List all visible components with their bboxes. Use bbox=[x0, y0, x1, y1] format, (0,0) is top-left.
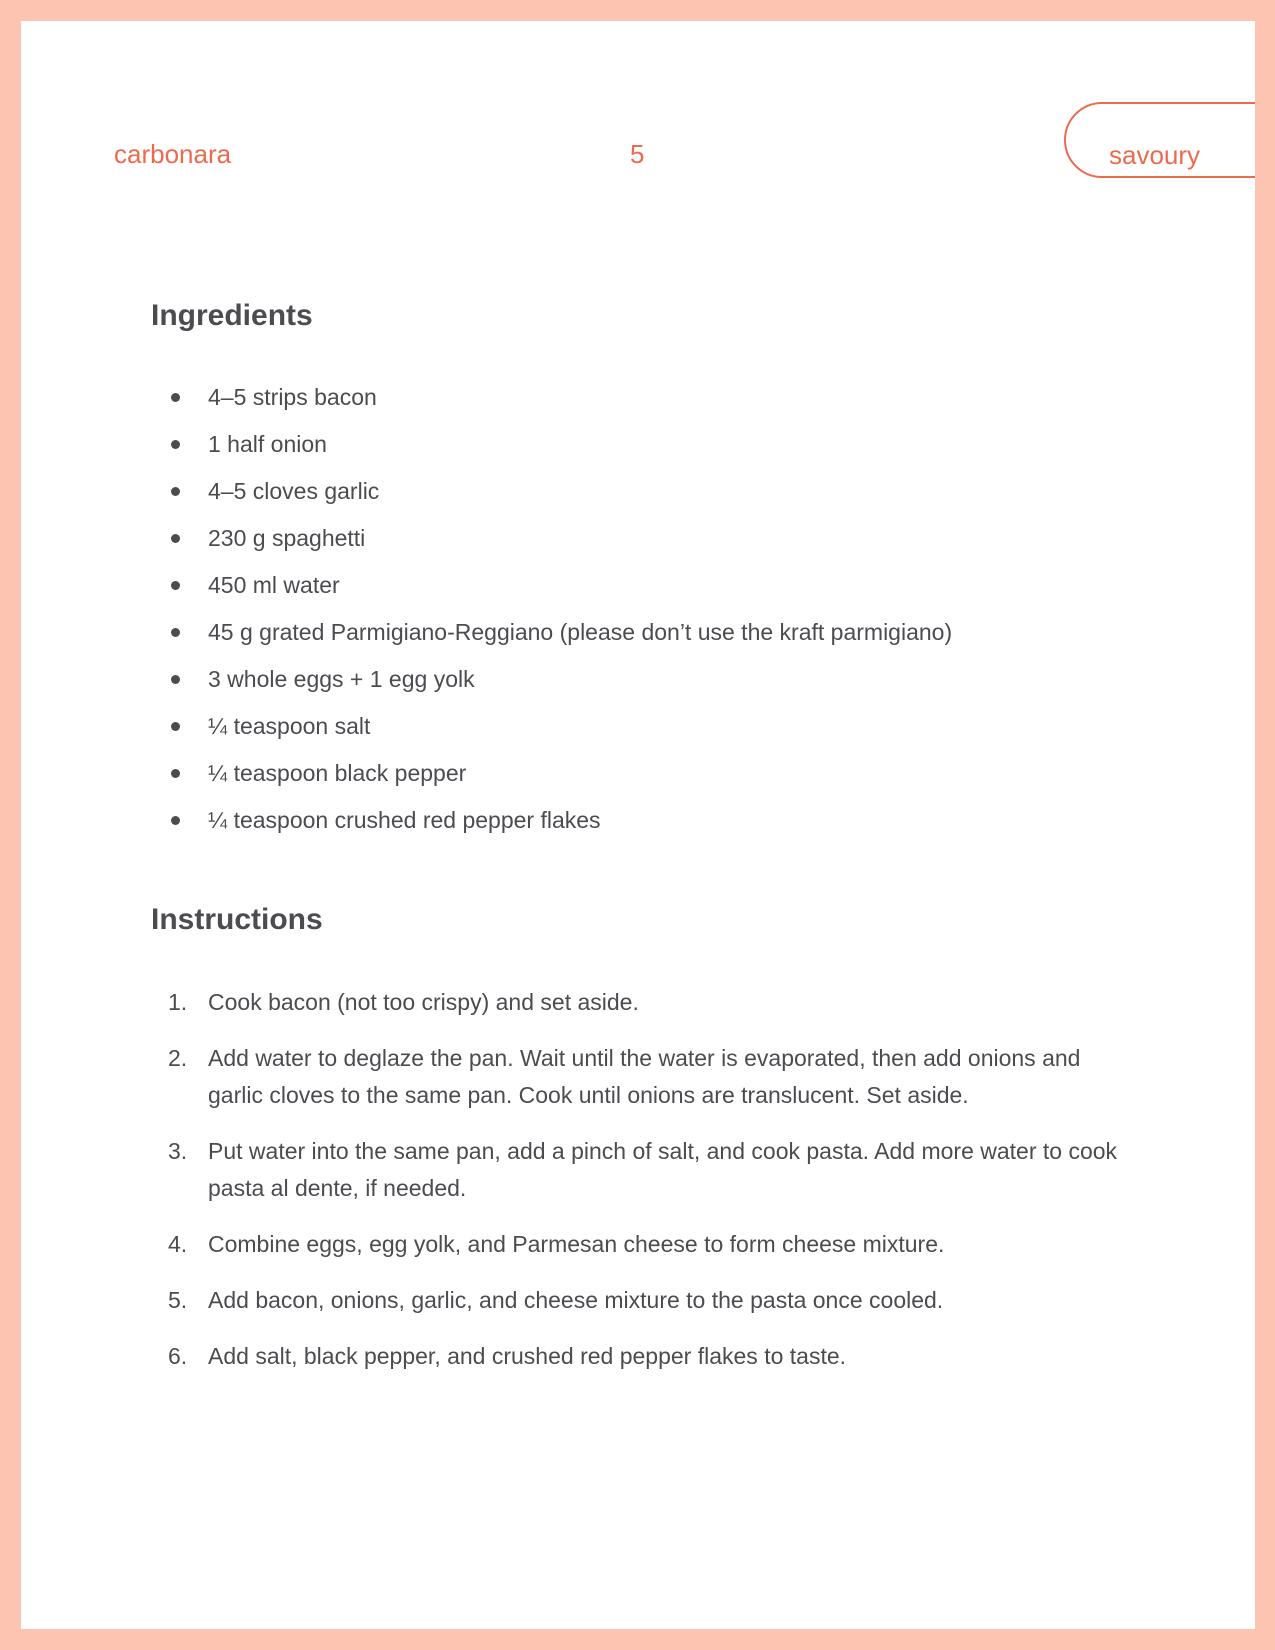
ingredient-item bbox=[151, 433, 952, 480]
ingredient-item bbox=[151, 386, 952, 433]
ingredient-text: 3 whole eggs + 1 egg yolk bbox=[208, 666, 475, 692]
instruction-step bbox=[151, 1282, 1131, 1319]
ingredient-text: 1 half onion bbox=[208, 431, 327, 457]
ingredient-item bbox=[151, 762, 952, 809]
instruction-step bbox=[151, 1133, 1131, 1207]
ingredient-text: ¼ teaspoon crushed red pepper flakes bbox=[208, 807, 601, 833]
step-text: Add water to deglaze the pan. Wait until the water is evaporated, then add onions and garlic cloves to the same pan. Cook until onions are translucent. Set aside. bbox=[208, 1045, 1081, 1108]
bullet-icon bbox=[171, 487, 180, 496]
bullet-icon bbox=[171, 534, 180, 543]
ingredient-item bbox=[151, 715, 952, 762]
bullet-icon bbox=[171, 628, 180, 637]
instruction-step bbox=[151, 984, 1131, 1021]
instruction-step bbox=[151, 1040, 1131, 1114]
bullet-icon bbox=[171, 816, 180, 825]
ingredient-item bbox=[151, 809, 952, 856]
step-number: 4. bbox=[168, 1231, 188, 1257]
ingredient-text: 230 g spaghetti bbox=[208, 525, 366, 551]
instructions-list bbox=[151, 984, 1131, 1394]
step-number: 3. bbox=[168, 1138, 188, 1164]
bullet-icon bbox=[171, 393, 180, 402]
step-text: Combine eggs, egg yolk, and Parmesan cheese to form cheese mixture. bbox=[208, 1231, 945, 1257]
step-text: Add bacon, onions, garlic, and cheese mixture to the pasta once cooled. bbox=[208, 1287, 944, 1313]
bullet-icon bbox=[171, 581, 180, 590]
instruction-step bbox=[151, 1338, 1131, 1375]
ingredient-text: 45 g grated Parmigiano-Reggiano (please don’t use the kraft parmigiano) bbox=[208, 619, 953, 645]
ingredients-heading: Ingredients bbox=[151, 299, 313, 332]
ingredients-list bbox=[151, 386, 952, 856]
ingredient-item bbox=[151, 574, 952, 621]
bullet-icon bbox=[171, 769, 180, 778]
bullet-icon bbox=[171, 675, 180, 684]
ingredient-text: ¼ teaspoon black pepper bbox=[208, 760, 467, 786]
bullet-icon bbox=[171, 440, 180, 449]
step-text: Cook bacon (not too crispy) and set aside. bbox=[208, 989, 639, 1015]
step-number: 2. bbox=[168, 1045, 188, 1071]
ingredient-item bbox=[151, 621, 952, 668]
ingredient-text: 450 ml water bbox=[208, 572, 340, 598]
page-number: 5 bbox=[630, 139, 645, 169]
ingredient-item bbox=[151, 480, 952, 527]
ingredient-item bbox=[151, 668, 952, 715]
category-label: savoury bbox=[1109, 140, 1201, 170]
ingredient-text: ¼ teaspoon salt bbox=[208, 713, 371, 739]
instruction-step bbox=[151, 1226, 1131, 1263]
bullet-icon bbox=[171, 722, 180, 731]
ingredient-text: 4–5 cloves garlic bbox=[208, 478, 380, 504]
instructions-heading: Instructions bbox=[151, 903, 323, 936]
step-number: 1. bbox=[168, 989, 188, 1015]
step-number: 5. bbox=[168, 1287, 188, 1313]
step-text: Put water into the same pan, add a pinch of salt, and cook pasta. Add more water to cook pasta al dente, if needed. bbox=[208, 1138, 1118, 1201]
recipe-title: carbonara bbox=[114, 139, 232, 169]
step-number: 6. bbox=[168, 1343, 188, 1369]
ingredient-text: 4–5 strips bacon bbox=[208, 384, 377, 410]
ingredient-item bbox=[151, 527, 952, 574]
recipe-page bbox=[21, 21, 1255, 1629]
step-text: Add salt, black pepper, and crushed red pepper flakes to taste. bbox=[208, 1343, 847, 1369]
